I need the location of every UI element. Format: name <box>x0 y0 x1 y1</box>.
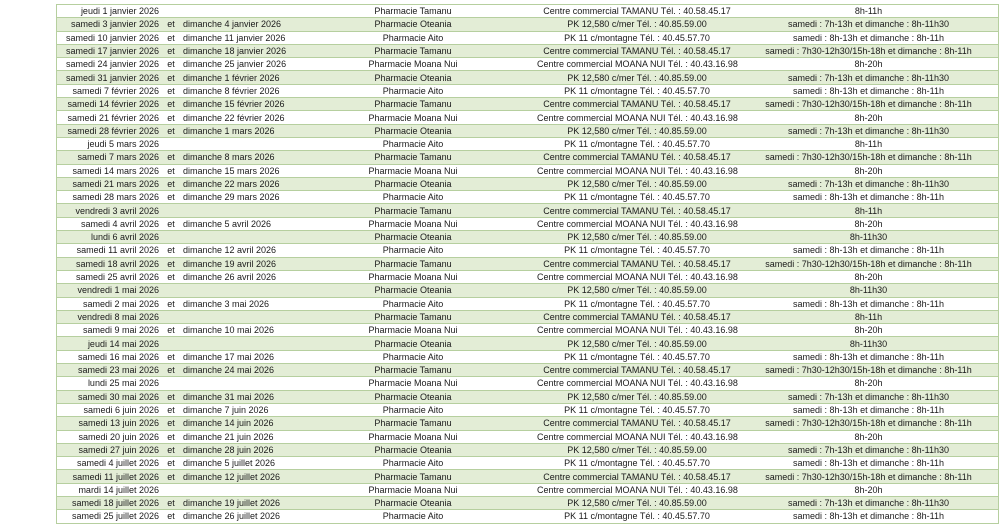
date-start: samedi 18 avril 2026 <box>75 258 159 269</box>
pharmacy-name-cell: Pharmacie Oteania <box>291 71 535 84</box>
pharmacy-name-cell: Pharmacie Moana Nui <box>291 164 535 177</box>
table-row <box>57 390 999 403</box>
table-row <box>57 111 999 124</box>
address-phone-cell: Centre commercial TAMANU Tél. : 40.58.45.17 <box>535 310 739 323</box>
date-cell <box>57 364 292 377</box>
pharmacy-name-cell: Pharmacie Moana Nui <box>291 324 535 337</box>
date-end: dimanche 19 avril 2026 <box>183 258 277 269</box>
address-phone-cell: Centre commercial TAMANU Tél. : 40.58.45.17 <box>535 417 739 430</box>
opening-hours-cell: samedi : 7h-13h et dimanche : 8h-11h30 <box>739 71 999 84</box>
date-end: dimanche 31 mai 2026 <box>183 391 275 402</box>
pharmacy-name-cell: Pharmacie Aito <box>291 510 535 523</box>
pharmacy-name-cell: Pharmacie Aito <box>291 350 535 363</box>
date-end: dimanche 12 juillet 2026 <box>183 471 281 482</box>
date-connector: et <box>167 72 175 83</box>
date-start: samedi 25 juillet 2026 <box>71 511 159 522</box>
date-connector: et <box>167 152 175 163</box>
table-row <box>57 71 999 84</box>
pharmacy-name-cell: Pharmacie Tamanu <box>291 417 535 430</box>
date-cell <box>57 443 292 456</box>
opening-hours-cell: 8h-20h <box>739 324 999 337</box>
address-phone-cell: Centre commercial TAMANU Tél. : 40.58.45.17 <box>535 44 739 57</box>
opening-hours-cell: samedi : 8h-13h et dimanche : 8h-11h <box>739 191 999 204</box>
opening-hours-cell: 8h-11h30 <box>739 284 999 297</box>
schedule-body <box>57 5 999 524</box>
pharmacy-name-cell: Pharmacie Tamanu <box>291 310 535 323</box>
date-start: samedi 4 juillet 2026 <box>76 458 159 469</box>
date-cell <box>57 257 292 270</box>
opening-hours-cell: samedi : 7h30-12h30/15h-18h et dimanche : 8h-11h <box>739 151 999 164</box>
date-start: samedi 28 mars 2026 <box>72 192 159 203</box>
date-cell <box>57 137 292 150</box>
pharmacy-name-cell: Pharmacie Oteania <box>291 337 535 350</box>
date-end: dimanche 8 février 2026 <box>183 85 280 96</box>
date-cell <box>57 124 292 137</box>
date-cell <box>57 457 292 470</box>
date-end: dimanche 12 avril 2026 <box>183 245 277 256</box>
date-cell <box>57 31 292 44</box>
table-row <box>57 270 999 283</box>
date-connector: et <box>167 471 175 482</box>
date-start: jeudi 14 mai 2026 <box>87 338 159 349</box>
date-connector: et <box>167 431 175 442</box>
date-start: samedi 20 juin 2026 <box>78 431 159 442</box>
table-row <box>57 510 999 523</box>
date-start: samedi 28 février 2026 <box>67 125 159 136</box>
date-connector: et <box>167 444 175 455</box>
table-row <box>57 44 999 57</box>
opening-hours-cell: samedi : 8h-13h et dimanche : 8h-11h <box>739 297 999 310</box>
pharmacy-name-cell: Pharmacie Oteania <box>291 496 535 509</box>
opening-hours-cell: samedi : 8h-13h et dimanche : 8h-11h <box>739 244 999 257</box>
date-start: samedi 21 mars 2026 <box>72 179 159 189</box>
date-end: dimanche 25 janvier 2026 <box>183 59 287 70</box>
address-phone-cell: PK 12,580 c/mer Tél. : 40.85.59.00 <box>535 284 739 297</box>
date-start: samedi 4 avril 2026 <box>80 218 159 229</box>
table-row <box>57 164 999 177</box>
date-connector: et <box>167 192 175 203</box>
date-end: dimanche 4 janvier 2026 <box>183 19 282 30</box>
date-end: dimanche 1 mars 2026 <box>183 125 275 136</box>
date-cell <box>57 310 292 323</box>
date-cell <box>57 231 292 244</box>
date-end: dimanche 29 mars 2026 <box>183 192 280 203</box>
address-phone-cell: PK 12,580 c/mer Tél. : 40.85.59.00 <box>535 390 739 403</box>
opening-hours-cell: samedi : 7h30-12h30/15h-18h et dimanche : 8h-11h <box>739 364 999 377</box>
date-cell <box>57 44 292 57</box>
date-connector: et <box>167 99 175 110</box>
opening-hours-cell: samedi : 8h-13h et dimanche : 8h-11h <box>739 457 999 470</box>
pharmacy-name-cell: Pharmacie Oteania <box>291 443 535 456</box>
date-cell <box>57 5 292 18</box>
date-connector: et <box>167 85 175 96</box>
address-phone-cell: PK 11 c/montagne Tél. : 40.45.57.70 <box>535 137 739 150</box>
date-cell <box>57 483 292 496</box>
date-start: samedi 13 juin 2026 <box>78 418 159 429</box>
table-row <box>57 5 999 18</box>
date-cell <box>57 403 292 416</box>
pharmacy-name-cell: Pharmacie Oteania <box>291 177 535 190</box>
date-cell <box>57 270 292 283</box>
address-phone-cell: PK 11 c/montagne Tél. : 40.45.57.70 <box>535 244 739 257</box>
opening-hours-cell: samedi : 7h30-12h30/15h-18h et dimanche : 8h-11h <box>739 257 999 270</box>
table-row <box>57 377 999 390</box>
pharmacy-duty-schedule-table <box>56 4 999 524</box>
pharmacy-name-cell: Pharmacie Moana Nui <box>291 483 535 496</box>
address-phone-cell: PK 12,580 c/mer Tél. : 40.85.59.00 <box>535 71 739 84</box>
table-row <box>57 496 999 509</box>
opening-hours-cell: 8h-11h <box>739 204 999 217</box>
date-start: samedi 31 janvier 2026 <box>65 72 159 83</box>
pharmacy-name-cell: Pharmacie Moana Nui <box>291 217 535 230</box>
table-row <box>57 430 999 443</box>
date-end: dimanche 19 juillet 2026 <box>183 498 281 509</box>
date-cell <box>57 390 292 403</box>
date-start: jeudi 5 mars 2026 <box>87 139 159 150</box>
table-row <box>57 337 999 350</box>
date-start: samedi 14 mars 2026 <box>72 165 159 176</box>
address-phone-cell: PK 12,580 c/mer Tél. : 40.85.59.00 <box>535 231 739 244</box>
address-phone-cell: PK 11 c/montagne Tél. : 40.45.57.70 <box>535 350 739 363</box>
date-start: mardi 14 juillet 2026 <box>78 484 159 495</box>
date-connector: et <box>167 298 175 309</box>
date-end: dimanche 17 mai 2026 <box>183 351 275 362</box>
date-cell <box>57 324 292 337</box>
opening-hours-cell: 8h-20h <box>739 430 999 443</box>
opening-hours-cell: samedi : 8h-13h et dimanche : 8h-11h <box>739 403 999 416</box>
date-start: samedi 10 janvier 2026 <box>65 32 159 43</box>
address-phone-cell: Centre commercial MOANA NUI Tél. : 40.43.16.98 <box>537 272 738 283</box>
pharmacy-name-cell: Pharmacie Moana Nui <box>291 111 535 124</box>
address-phone-cell: PK 11 c/montagne Tél. : 40.45.57.70 <box>535 297 739 310</box>
date-end: dimanche 8 mars 2026 <box>183 152 275 163</box>
pharmacy-name-cell: Pharmacie Moana Nui <box>291 270 535 283</box>
pharmacy-name-cell: Pharmacie Oteania <box>291 390 535 403</box>
date-end: dimanche 15 mars 2026 <box>183 165 280 176</box>
pharmacy-name-cell: Pharmacie Moana Nui <box>291 377 535 390</box>
date-end: dimanche 26 juillet 2026 <box>183 511 281 522</box>
address-phone-cell: PK 12,580 c/mer Tél. : 40.85.59.00 <box>535 337 739 350</box>
table-row <box>57 403 999 416</box>
date-cell <box>57 58 292 71</box>
date-cell <box>57 164 292 177</box>
date-start: samedi 6 juin 2026 <box>83 405 159 416</box>
date-start: samedi 16 mai 2026 <box>77 351 159 362</box>
date-connector: et <box>167 351 175 362</box>
opening-hours-cell: samedi : 7h-13h et dimanche : 8h-11h30 <box>739 496 999 509</box>
date-connector: et <box>167 365 175 376</box>
date-cell <box>57 297 292 310</box>
date-start: samedi 3 janvier 2026 <box>70 19 159 30</box>
date-connector: et <box>167 272 175 283</box>
table-row <box>57 191 999 204</box>
address-phone-cell: PK 12,580 c/mer Tél. : 40.85.59.00 <box>535 496 739 509</box>
address-phone-cell: Centre commercial MOANA NUI Tél. : 40.43.16.98 <box>537 431 738 442</box>
table-row <box>57 84 999 97</box>
date-end: dimanche 11 janvier 2026 <box>183 32 286 43</box>
date-cell <box>57 98 292 111</box>
date-cell <box>57 430 292 443</box>
date-start: lundi 6 avril 2026 <box>90 232 159 243</box>
address-phone-cell: Centre commercial TAMANU Tél. : 40.58.45.17 <box>535 257 739 270</box>
pharmacy-name-cell: Pharmacie Aito <box>291 403 535 416</box>
table-row <box>57 284 999 297</box>
date-connector: et <box>167 245 175 256</box>
address-phone-cell: Centre commercial MOANA NUI Tél. : 40.43.16.98 <box>537 112 738 123</box>
opening-hours-cell: 8h-20h <box>739 377 999 390</box>
opening-hours-cell: 8h-20h <box>739 111 999 124</box>
address-phone-cell: PK 11 c/montagne Tél. : 40.45.57.70 <box>535 31 739 44</box>
table-row <box>57 137 999 150</box>
pharmacy-name-cell: Pharmacie Moana Nui <box>291 430 535 443</box>
date-connector: et <box>167 179 175 189</box>
date-cell <box>57 244 292 257</box>
pharmacy-name-cell: Pharmacie Tamanu <box>291 470 535 483</box>
date-start: samedi 23 mai 2026 <box>77 365 159 376</box>
date-connector: et <box>167 59 175 70</box>
pharmacy-name-cell: Pharmacie Aito <box>291 297 535 310</box>
pharmacy-name-cell: Pharmacie Aito <box>291 244 535 257</box>
address-phone-cell: Centre commercial TAMANU Tél. : 40.58.45.17 <box>535 364 739 377</box>
date-start: samedi 9 mai 2026 <box>82 325 159 336</box>
table-row <box>57 18 999 31</box>
opening-hours-cell: 8h-20h <box>739 270 999 283</box>
date-connector: et <box>167 418 175 429</box>
date-cell <box>57 350 292 363</box>
date-cell <box>57 71 292 84</box>
pharmacy-name-cell: Pharmacie Aito <box>291 137 535 150</box>
date-start: samedi 18 juillet 2026 <box>71 498 159 509</box>
table-row <box>57 483 999 496</box>
opening-hours-cell: samedi : 7h30-12h30/15h-18h et dimanche : 8h-11h <box>739 417 999 430</box>
date-start: samedi 11 juillet 2026 <box>72 471 159 482</box>
date-connector: et <box>167 258 175 269</box>
opening-hours-cell: samedi : 7h-13h et dimanche : 8h-11h30 <box>739 443 999 456</box>
table-row <box>57 231 999 244</box>
date-start: vendredi 8 mai 2026 <box>77 311 159 322</box>
pharmacy-name-cell: Pharmacie Aito <box>291 84 535 97</box>
date-connector: et <box>167 511 175 522</box>
opening-hours-cell: 8h-11h <box>739 137 999 150</box>
date-start: samedi 14 février 2026 <box>67 99 159 110</box>
opening-hours-cell: samedi : 7h30-12h30/15h-18h et dimanche : 8h-11h <box>739 98 999 111</box>
date-end: dimanche 21 juin 2026 <box>183 431 274 442</box>
date-end: dimanche 26 avril 2026 <box>183 272 277 283</box>
opening-hours-cell: samedi : 7h-13h et dimanche : 8h-11h30 <box>739 390 999 403</box>
opening-hours-cell: samedi : 7h30-12h30/15h-18h et dimanche : 8h-11h <box>739 44 999 57</box>
pharmacy-name-cell: Pharmacie Aito <box>291 191 535 204</box>
opening-hours-cell: samedi : 8h-13h et dimanche : 8h-11h <box>739 31 999 44</box>
table-row <box>57 310 999 323</box>
table-row <box>57 204 999 217</box>
date-start: vendredi 1 mai 2026 <box>77 285 159 296</box>
table-row <box>57 124 999 137</box>
date-connector: et <box>167 325 175 336</box>
pharmacy-name-cell: Pharmacie Aito <box>291 457 535 470</box>
date-cell <box>57 84 292 97</box>
date-cell <box>57 284 292 297</box>
address-phone-cell: Centre commercial MOANA NUI Tél. : 40.43.16.98 <box>537 59 738 70</box>
date-start: samedi 24 janvier 2026 <box>65 59 159 70</box>
address-phone-cell: Centre commercial TAMANU Tél. : 40.58.45.17 <box>535 5 739 18</box>
opening-hours-cell: 8h-11h30 <box>739 337 999 350</box>
date-cell <box>57 417 292 430</box>
opening-hours-cell: samedi : 8h-13h et dimanche : 8h-11h <box>739 84 999 97</box>
table-row <box>57 470 999 483</box>
date-end: dimanche 5 avril 2026 <box>183 218 272 229</box>
date-start: lundi 25 mai 2026 <box>87 378 159 389</box>
pharmacy-name-cell: Pharmacie Tamanu <box>291 257 535 270</box>
address-phone-cell: Centre commercial MOANA NUI Tél. : 40.43.16.98 <box>537 165 738 176</box>
date-end: dimanche 28 juin 2026 <box>183 444 274 455</box>
date-cell <box>57 151 292 164</box>
opening-hours-cell: 8h-11h <box>739 5 999 18</box>
table-row <box>57 244 999 257</box>
table-row <box>57 151 999 164</box>
opening-hours-cell: samedi : 8h-13h et dimanche : 8h-11h <box>739 350 999 363</box>
table-row <box>57 31 999 44</box>
pharmacy-name-cell: Pharmacie Tamanu <box>291 151 535 164</box>
opening-hours-cell: 8h-11h30 <box>739 231 999 244</box>
date-connector: et <box>167 112 175 123</box>
address-phone-cell: PK 12,580 c/mer Tél. : 40.85.59.00 <box>535 124 739 137</box>
opening-hours-cell: samedi : 8h-13h et dimanche : 8h-11h <box>739 510 999 523</box>
pharmacy-name-cell: Pharmacie Moana Nui <box>291 58 535 71</box>
date-cell <box>57 18 292 31</box>
pharmacy-name-cell: Pharmacie Oteania <box>291 231 535 244</box>
date-cell <box>57 111 292 124</box>
date-end: dimanche 22 février 2026 <box>183 112 285 123</box>
table-row <box>57 350 999 363</box>
date-cell <box>57 217 292 230</box>
opening-hours-cell: 8h-20h <box>739 58 999 71</box>
date-end: dimanche 7 juin 2026 <box>183 405 269 416</box>
table-row <box>57 457 999 470</box>
table-row <box>57 417 999 430</box>
address-phone-cell: PK 11 c/montagne Tél. : 40.45.57.70 <box>535 403 739 416</box>
address-phone-cell: PK 12,580 c/mer Tél. : 40.85.59.00 <box>535 443 739 456</box>
date-start: samedi 7 février 2026 <box>72 85 159 96</box>
pharmacy-name-cell: Pharmacie Oteania <box>291 18 535 31</box>
date-start: samedi 7 mars 2026 <box>77 152 159 163</box>
pharmacy-name-cell: Pharmacie Oteania <box>291 124 535 137</box>
date-start: vendredi 3 avril 2026 <box>75 205 159 216</box>
date-cell <box>57 510 292 523</box>
opening-hours-cell: 8h-20h <box>739 164 999 177</box>
opening-hours-cell: 8h-20h <box>739 217 999 230</box>
date-cell <box>57 204 292 217</box>
date-end: dimanche 14 juin 2026 <box>183 418 274 429</box>
date-connector: et <box>167 458 175 469</box>
address-phone-cell: PK 11 c/montagne Tél. : 40.45.57.70 <box>535 510 739 523</box>
address-phone-cell: Centre commercial MOANA NUI Tél. : 40.43.16.98 <box>537 484 738 495</box>
address-phone-cell: Centre commercial MOANA NUI Tél. : 40.43.16.98 <box>537 378 738 389</box>
table-row <box>57 257 999 270</box>
date-start: samedi 25 avril 2026 <box>75 272 159 283</box>
date-end: dimanche 15 février 2026 <box>183 99 285 110</box>
address-phone-cell: PK 11 c/montagne Tél. : 40.45.57.70 <box>535 457 739 470</box>
opening-hours-cell: 8h-20h <box>739 483 999 496</box>
date-connector: et <box>167 498 175 509</box>
date-connector: et <box>167 125 175 136</box>
address-phone-cell: PK 12,580 c/mer Tél. : 40.85.59.00 <box>535 177 739 190</box>
address-phone-cell: Centre commercial TAMANU Tél. : 40.58.45.17 <box>535 98 739 111</box>
date-connector: et <box>167 32 175 43</box>
address-phone-cell: PK 12,580 c/mer Tél. : 40.85.59.00 <box>535 18 739 31</box>
date-cell <box>57 470 292 483</box>
table-row <box>57 324 999 337</box>
date-end: dimanche 3 mai 2026 <box>183 298 270 309</box>
date-start: samedi 2 mai 2026 <box>82 298 159 309</box>
date-start: samedi 30 mai 2026 <box>77 391 159 402</box>
date-connector: et <box>167 165 175 176</box>
table-row <box>57 98 999 111</box>
pharmacy-name-cell: Pharmacie Tamanu <box>291 98 535 111</box>
address-phone-cell: PK 11 c/montagne Tél. : 40.45.57.70 <box>535 191 739 204</box>
table-row <box>57 177 999 190</box>
date-end: dimanche 10 mai 2026 <box>183 325 275 336</box>
address-phone-cell: Centre commercial TAMANU Tél. : 40.58.45.17 <box>535 470 739 483</box>
date-end: dimanche 22 mars 2026 <box>183 179 280 189</box>
table-row <box>57 217 999 230</box>
table-row <box>57 297 999 310</box>
pharmacy-name-cell: Pharmacie Tamanu <box>291 204 535 217</box>
address-phone-cell: Centre commercial MOANA NUI Tél. : 40.43.16.98 <box>537 325 738 336</box>
date-end: dimanche 1 février 2026 <box>183 72 280 83</box>
date-connector: et <box>167 391 175 402</box>
table-row <box>57 443 999 456</box>
table-row <box>57 58 999 71</box>
date-start: samedi 27 juin 2026 <box>78 444 159 455</box>
date-connector: et <box>167 218 175 229</box>
address-phone-cell: Centre commercial TAMANU Tél. : 40.58.45.17 <box>535 204 739 217</box>
address-phone-cell: Centre commercial MOANA NUI Tél. : 40.43.16.98 <box>537 218 738 229</box>
opening-hours-cell: samedi : 7h-13h et dimanche : 8h-11h30 <box>739 124 999 137</box>
date-cell <box>57 377 292 390</box>
opening-hours-cell: samedi : 7h30-12h30/15h-18h et dimanche : 8h-11h <box>739 470 999 483</box>
date-start: jeudi 1 janvier 2026 <box>80 6 159 17</box>
pharmacy-name-cell: Pharmacie Aito <box>291 31 535 44</box>
pharmacy-name-cell: Pharmacie Tamanu <box>291 44 535 57</box>
date-cell <box>57 177 292 190</box>
table-row <box>57 364 999 377</box>
date-end: dimanche 5 juillet 2026 <box>183 458 276 469</box>
date-cell <box>57 191 292 204</box>
date-connector: et <box>167 405 175 416</box>
address-phone-cell: PK 11 c/montagne Tél. : 40.45.57.70 <box>535 84 739 97</box>
pharmacy-name-cell: Pharmacie Tamanu <box>291 364 535 377</box>
date-end: dimanche 18 janvier 2026 <box>183 46 287 57</box>
date-connector: et <box>167 19 175 30</box>
date-start: samedi 11 avril 2026 <box>76 245 159 256</box>
pharmacy-name-cell: Pharmacie Tamanu <box>291 5 535 18</box>
opening-hours-cell: 8h-11h <box>739 310 999 323</box>
address-phone-cell: Centre commercial TAMANU Tél. : 40.58.45.17 <box>535 151 739 164</box>
date-end: dimanche 24 mai 2026 <box>183 365 275 376</box>
opening-hours-cell: samedi : 7h-13h et dimanche : 8h-11h30 <box>739 177 999 190</box>
date-cell <box>57 337 292 350</box>
pharmacy-name-cell: Pharmacie Oteania <box>291 284 535 297</box>
date-start: samedi 21 février 2026 <box>67 112 159 123</box>
date-cell <box>57 496 292 509</box>
date-connector: et <box>167 46 175 57</box>
opening-hours-cell: samedi : 7h-13h et dimanche : 8h-11h30 <box>739 18 999 31</box>
date-start: samedi 17 janvier 2026 <box>65 46 159 57</box>
